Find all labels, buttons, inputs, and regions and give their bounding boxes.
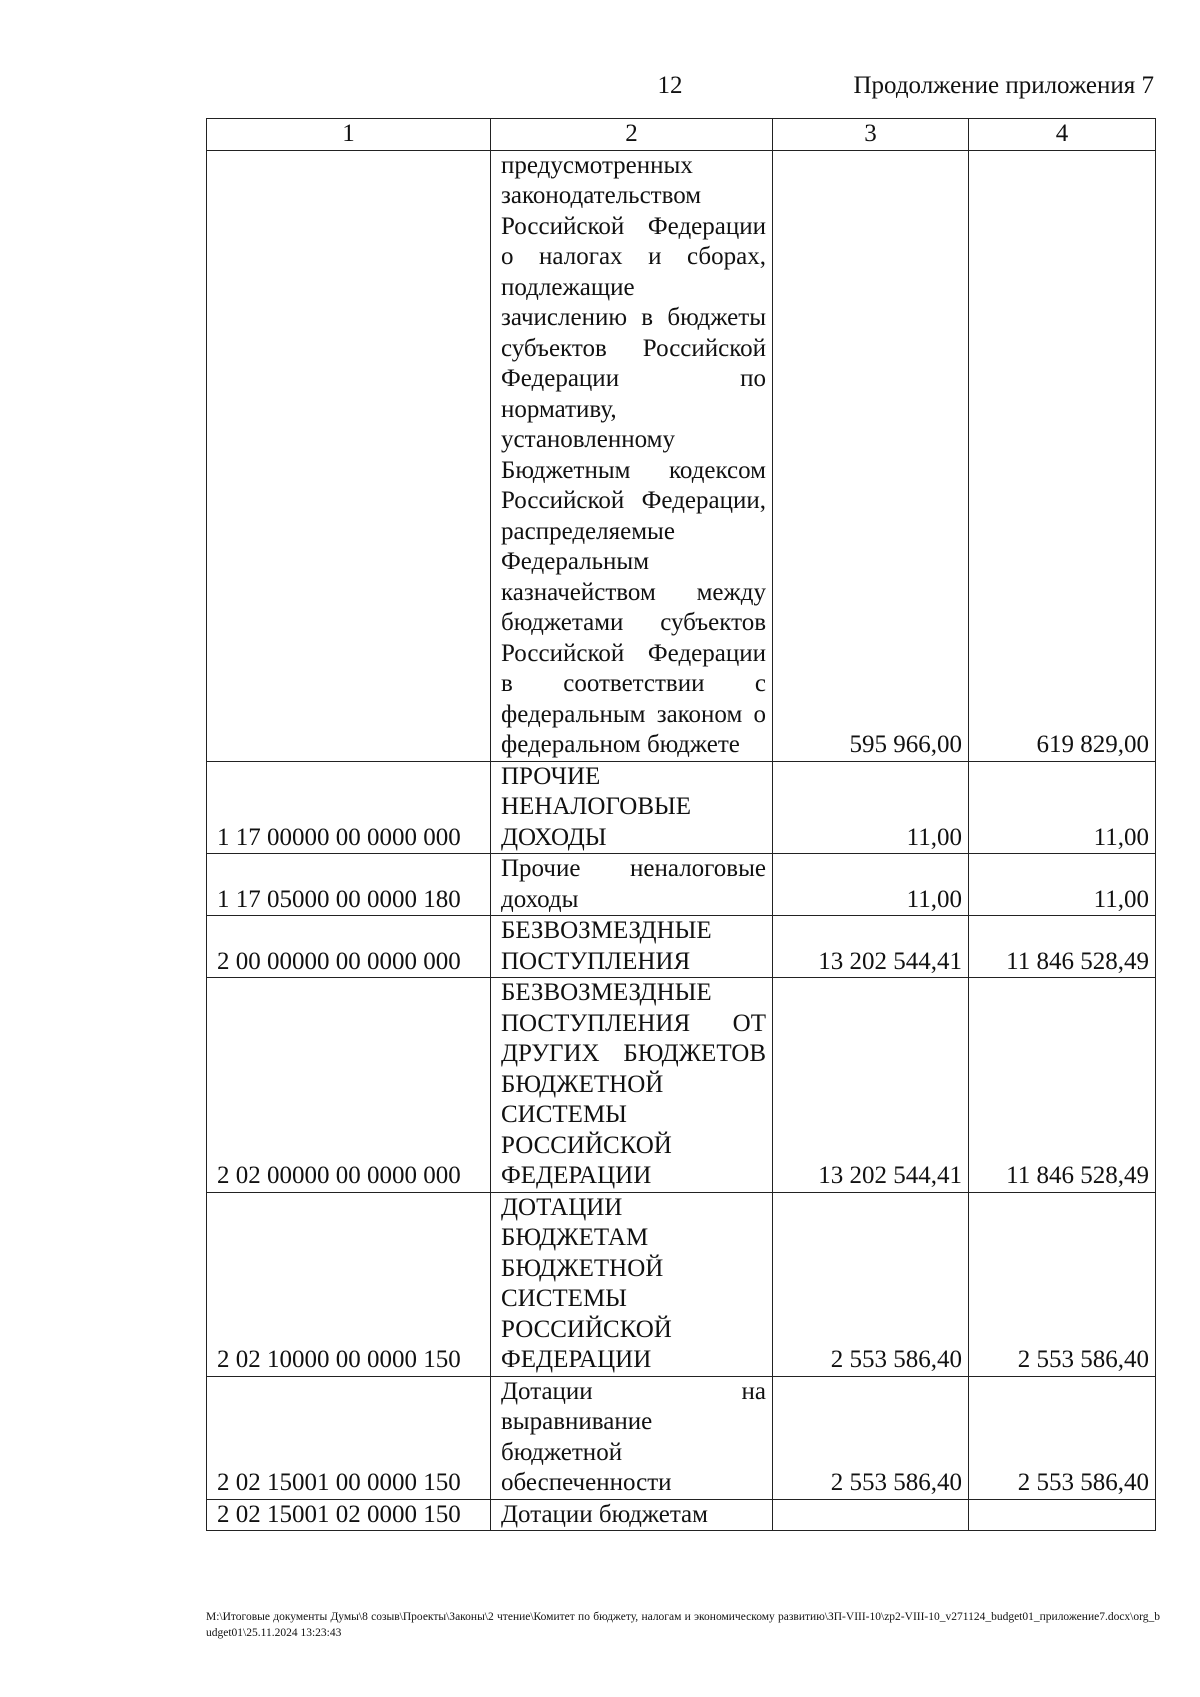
row-name: БЕЗВОЗМЕЗДНЫЕ ПОСТУПЛЕНИЯ ОТ ДРУГИХ БЮДЖЕТОВ БЮДЖЕТНОЙ СИСТЕМЫ РОССИЙСКОЙ ФЕДЕРАЦИИ: [491, 978, 773, 1193]
row-name: предусмотренных законодательством Российской Федерации о налогах и сборах, подлежащие зачислению в бюджеты субъектов Российской Федерации по нормативу, установленному Бюджетным кодексом Российской Федерации, распределяемые Федеральным казначейством между бюджетами субъектов Российской Федерации в соответствии с федеральным законом о федеральном бюджете: [491, 150, 773, 761]
row-amount-1: [773, 1499, 969, 1531]
row-amount-2: 619 829,00: [969, 150, 1156, 761]
row-amount-2: 11,00: [969, 761, 1156, 854]
row-amount-1: 13 202 544,41: [773, 978, 969, 1193]
table-row: [207, 916, 1156, 978]
row-amount-2: 11 846 528,49: [969, 916, 1156, 978]
row-amount-1: 11,00: [773, 761, 969, 854]
table-row: [207, 978, 1156, 1193]
row-amount-1: 595 966,00: [773, 150, 969, 761]
column-header-name: 2: [491, 119, 773, 151]
column-header-code: 1: [207, 119, 491, 151]
row-code: 2 02 10000 00 0000 150: [207, 1192, 491, 1376]
row-name: БЕЗВОЗМЕЗДНЫЕ ПОСТУПЛЕНИЯ: [491, 916, 773, 978]
row-amount-2: 11 846 528,49: [969, 978, 1156, 1193]
row-amount-1: 13 202 544,41: [773, 916, 969, 978]
row-code: 2 02 15001 00 0000 150: [207, 1376, 491, 1499]
row-name: Дотации бюджетам: [491, 1499, 773, 1531]
column-header-amount-2: 4: [969, 119, 1156, 151]
appendix-continuation-label: Продолжение приложения 7: [853, 72, 1154, 99]
row-amount-1: 2 553 586,40: [773, 1376, 969, 1499]
row-amount-1: 11,00: [773, 854, 969, 916]
row-code: 2 02 15001 02 0000 150: [207, 1499, 491, 1531]
table-row: [207, 761, 1156, 854]
table-row: [207, 854, 1156, 916]
row-code: [207, 150, 491, 761]
row-code: 1 17 00000 00 0000 000: [207, 761, 491, 854]
row-code: 2 00 00000 00 0000 000: [207, 916, 491, 978]
budget-revenue-table: [206, 118, 1156, 1531]
row-code: 1 17 05000 00 0000 180: [207, 854, 491, 916]
row-name: ДОТАЦИИ БЮДЖЕТАМ БЮДЖЕТНОЙ СИСТЕМЫ РОССИЙСКОЙ ФЕДЕРАЦИИ: [491, 1192, 773, 1376]
row-code: 2 02 00000 00 0000 000: [207, 978, 491, 1193]
table-row: [207, 1499, 1156, 1531]
row-amount-2: 11,00: [969, 854, 1156, 916]
row-amount-2: 2 553 586,40: [969, 1376, 1156, 1499]
row-name: Дотации на выравнивание бюджетной обеспеченности: [491, 1376, 773, 1499]
row-name: ПРОЧИЕ НЕНАЛОГОВЫЕ ДОХОДЫ: [491, 761, 773, 854]
column-header-amount-1: 3: [773, 119, 969, 151]
page-number: 12: [657, 72, 683, 99]
row-name: Прочие неналоговые доходы: [491, 854, 773, 916]
document-file-path-footer: М:\Итоговые документы Думы\8 созыв\Проекты\Законы\2 чтение\Комитет по бюджету, налогам и экономическому развитию\ЗП-VIII-10\zp2-VIII-10_v271124_budget01_приложение7.docx\org_budget01\25.11.2024 13:23:43: [206, 1611, 1160, 1639]
row-amount-2: 2 553 586,40: [969, 1192, 1156, 1376]
row-amount-2: [969, 1499, 1156, 1531]
table-row: [207, 150, 1156, 761]
row-amount-1: 2 553 586,40: [773, 1192, 969, 1376]
table-header-row: [207, 119, 1156, 151]
table-row: [207, 1376, 1156, 1499]
table-row: [207, 1192, 1156, 1376]
